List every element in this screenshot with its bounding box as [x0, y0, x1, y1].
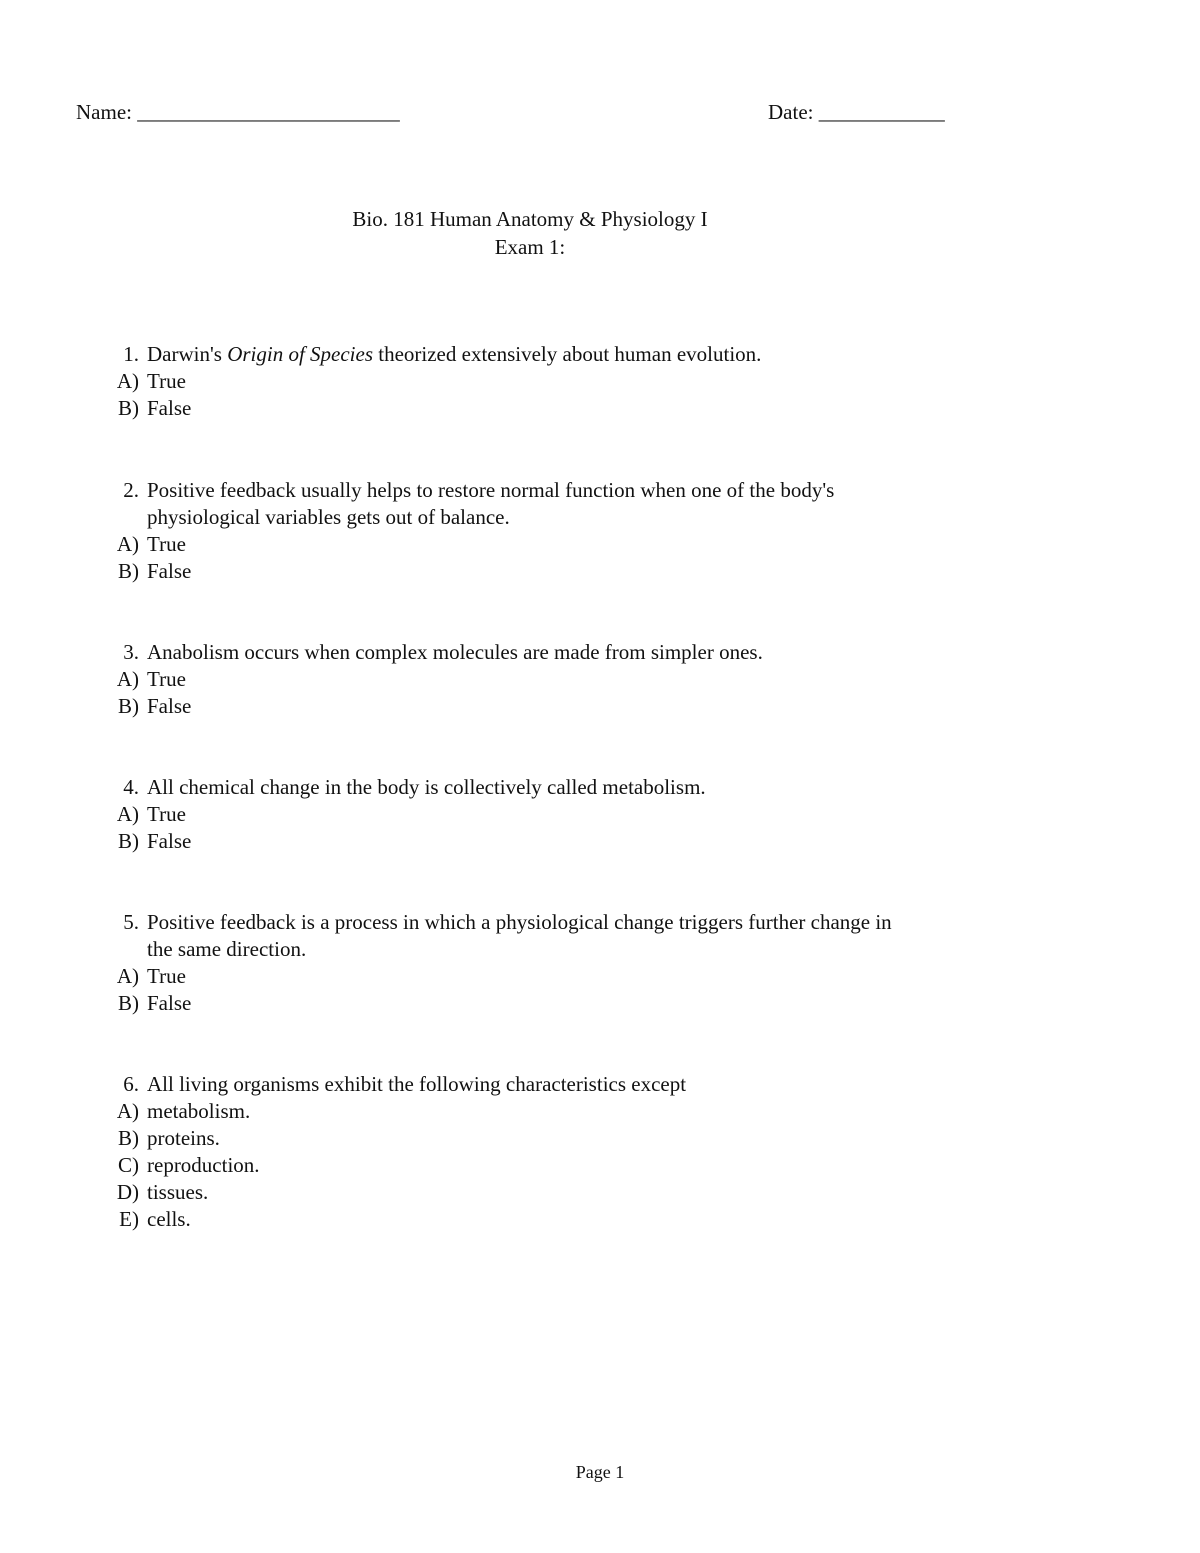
option-letter: B) — [118, 829, 139, 853]
question-stem-continued — [112, 936, 1012, 963]
option-letter: B) — [118, 559, 139, 583]
date-blank[interactable]: ____________ — [818, 100, 945, 124]
option-text: False — [147, 559, 192, 583]
answer-option[interactable] — [112, 1206, 1012, 1233]
option-letter: D) — [116, 1180, 139, 1204]
name-blank[interactable]: _________________________ — [137, 100, 400, 124]
option-letter: B) — [118, 1126, 139, 1150]
option-letter: A) — [116, 667, 139, 691]
question-2 — [112, 477, 1012, 585]
option-letter: A) — [116, 802, 139, 826]
answer-option[interactable] — [112, 1125, 1012, 1152]
question-text: Anabolism occurs when complex molecules are made from simpler ones. — [147, 640, 763, 664]
answer-option[interactable] — [112, 828, 1012, 855]
option-text: True — [147, 532, 186, 556]
option-text: proteins. — [147, 1126, 220, 1150]
answer-option[interactable] — [112, 395, 1012, 422]
option-text: cells. — [147, 1207, 191, 1231]
question-text: Darwin's Origin of Species theorized extensively about human evolution. — [147, 342, 762, 366]
answer-option[interactable] — [112, 1152, 1012, 1179]
question-stem — [112, 774, 1012, 801]
date-field-line — [768, 100, 945, 125]
date-label: Date: — [768, 100, 814, 124]
question-stem — [112, 1071, 1012, 1098]
option-text: False — [147, 829, 192, 853]
question-1 — [112, 341, 1012, 422]
option-letter: B) — [118, 991, 139, 1015]
answer-option[interactable] — [112, 801, 1012, 828]
question-text: Positive feedback usually helps to restore normal function when one of the body's — [147, 478, 835, 502]
question-text: Positive feedback is a process in which a physiological change triggers further change in — [147, 910, 892, 934]
course-title: Bio. 181 Human Anatomy & Physiology I — [352, 207, 708, 231]
question-number: 4. — [123, 775, 139, 799]
exam-title: Exam 1: — [494, 235, 566, 259]
option-letter: A) — [116, 964, 139, 988]
question-4 — [112, 774, 1012, 855]
question-number: 3. — [123, 640, 139, 664]
question-number: 1. — [123, 342, 139, 366]
question-stem — [112, 341, 1012, 368]
question-text: All chemical change in the body is collectively called metabolism. — [147, 775, 706, 799]
question-text: physiological variables gets out of balance. — [147, 505, 510, 529]
name-field-line — [76, 100, 400, 125]
question-stem-continued — [112, 504, 1012, 531]
question-stem — [112, 477, 1012, 504]
answer-option[interactable] — [112, 368, 1012, 395]
option-letter: C) — [118, 1153, 139, 1177]
option-text: True — [147, 964, 186, 988]
option-text: reproduction. — [147, 1153, 260, 1177]
option-text: False — [147, 396, 192, 420]
page-number: Page 1 — [575, 1462, 625, 1482]
name-label: Name: — [76, 100, 132, 124]
option-letter: B) — [118, 694, 139, 718]
option-text: True — [147, 369, 186, 393]
answer-option[interactable] — [112, 693, 1012, 720]
option-text: metabolism. — [147, 1099, 251, 1123]
option-text: False — [147, 991, 192, 1015]
answer-option[interactable] — [112, 990, 1012, 1017]
option-text: tissues. — [147, 1180, 209, 1204]
answer-option[interactable] — [112, 963, 1012, 990]
question-6 — [112, 1071, 1012, 1233]
question-number: 5. — [123, 910, 139, 934]
question-3 — [112, 639, 1012, 720]
option-letter: A) — [116, 1099, 139, 1123]
question-text: All living organisms exhibit the following characteristics except — [147, 1072, 687, 1096]
question-number: 2. — [123, 478, 139, 502]
question-text: the same direction. — [147, 937, 307, 961]
option-letter: E) — [119, 1207, 139, 1231]
question-stem — [112, 909, 1012, 936]
option-letter: B) — [118, 396, 139, 420]
answer-option[interactable] — [112, 558, 1012, 585]
option-text: False — [147, 694, 192, 718]
answer-option[interactable] — [112, 531, 1012, 558]
book-title: Origin of Species — [227, 342, 373, 366]
question-stem — [112, 639, 1012, 666]
answer-option[interactable] — [112, 1179, 1012, 1206]
option-letter: A) — [116, 369, 139, 393]
option-letter: A) — [116, 532, 139, 556]
question-5 — [112, 909, 1012, 1017]
question-number: 6. — [123, 1072, 139, 1096]
answer-option[interactable] — [112, 666, 1012, 693]
option-text: True — [147, 667, 186, 691]
option-text: True — [147, 802, 186, 826]
answer-option[interactable] — [112, 1098, 1012, 1125]
